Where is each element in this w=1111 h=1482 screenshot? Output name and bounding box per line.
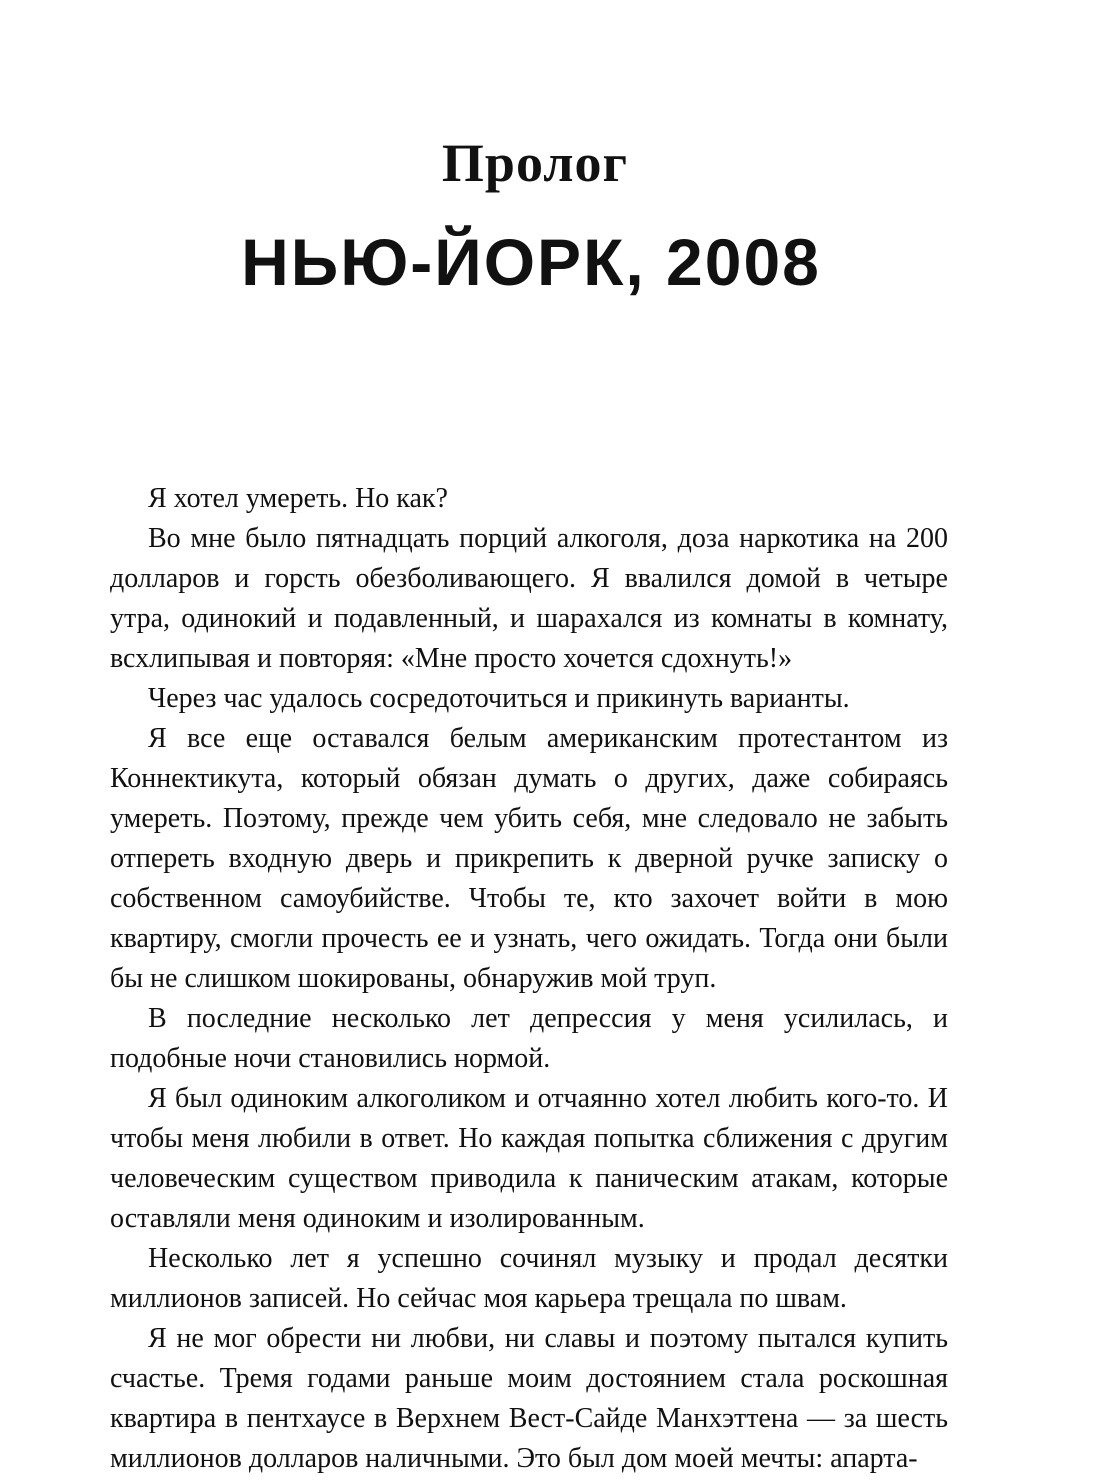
paragraph: Во мне было пятнадцать порций алкоголя, доза наркотика на 200 долларов и горсть обезболивающего. Я ввалился домой в четыре утра, одинокий и подавленный, и шарахался из комнаты в комнату, всхлипывая и повторяя: «Мне просто хочется сдохнуть!» <box>110 523 948 674</box>
chapter-label: Пролог <box>441 133 629 193</box>
paragraph: Я был одиноким алкоголиком и отчаянно хотел любить кого-то. И чтобы меня любили в ответ. Но каждая попытка сближения с другим человеческим существом приводила к паническим атакам, которые оставляли меня одиноким и изолированным. <box>110 1083 948 1234</box>
paragraph: Несколько лет я успешно сочинял музыку и продал десятки миллионов записей. Но сейчас моя карьера трещала по швам. <box>110 1243 948 1314</box>
paragraph: Я хотел умереть. Но как? <box>148 483 448 514</box>
paragraph: Через час удалось сосредоточиться и прикинуть варианты. <box>148 683 850 714</box>
paragraph: Я не мог обрести ни любви, ни славы и поэтому пытался купить счастье. Тремя годами раньше моим достоянием стала роскошная квартира в пентхаусе в Верхнем Вест-Сайде Манхэттена — за шесть миллионов долларов наличными. Это был дом моей мечты: апарта- <box>110 1323 948 1474</box>
paragraph: Я все еще оставался белым американским протестантом из Коннектикута, который обязан думать о других, даже собираясь умереть. Поэтому, прежде чем убить себя, мне следовало не забыть отпереть входную дверь и прикрепить к дверной ручке записку о собственном самоубийстве. Чтобы те, кто захочет войти в мою квартиру, смогли прочесть ее и узнать, чего ожидать. Тогда они были бы не слишком шокированы, обнаружив мой труп. <box>110 723 948 994</box>
chapter-title: НЬЮ-ЙОРК, 2008 <box>241 225 821 299</box>
body-text <box>110 479 948 1479</box>
paragraph: В последние несколько лет депрессия у меня усилилась, и подобные ночи становились нормой. <box>110 1003 948 1074</box>
